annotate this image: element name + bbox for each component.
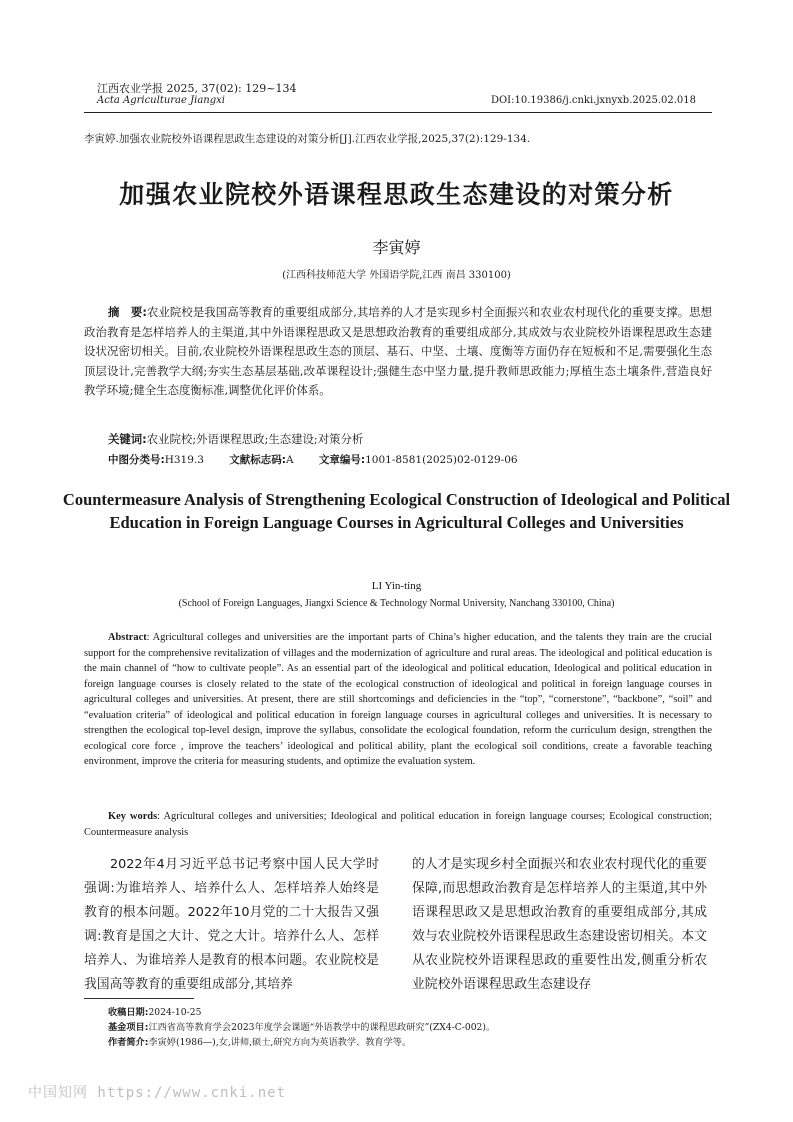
footnotes	[108, 1005, 712, 1050]
keywords-en	[84, 809, 712, 840]
cnki-watermark: 中国知网 https://www.cnki.net	[28, 1085, 287, 1101]
classification-line	[108, 452, 708, 467]
abstract-en-text: : Agricultural colleges and universities are the important parts of China’s higher education, and the talents they train are the crucial support for the comprehensive revitalization of villages and the modernization of agriculture and rural areas. The ideological and political education is the main channel of “how to cultivate people”. As an essential part of the ideological and political education, Ideological and political education in foreign language courses is closely related to the state of the ecological construction of ideological and political in foreign language courses in agricultural colleges and universities. At present, there are still shortcomings and deficiencies in the “top”, “cornerstone”, “backbone”, “soil” and “evaluation criteria” of ideological and political education in foreign language courses in agricultural colleges and universities. It is necessary to strengthen the ecological top-level design, improve the syllabus, consolidate the ecological foundation, reform the curriculum design, strengthen the ecological core force , improve the teachers’ ideological and political ability, plant the ecological soil conditions, create a favorable teaching environment, improve the criteria for measuring students, and optimize the evaluation system.	[84, 632, 712, 767]
footnote-author	[108, 1035, 712, 1050]
doc-code-label: 文献标志码:	[229, 454, 286, 466]
footnote-rule	[84, 998, 194, 999]
footnote-label: 收稿日期:	[108, 1007, 149, 1018]
doc-code-value: A	[285, 454, 294, 466]
abstract-en	[84, 630, 712, 770]
citation: 李寅婷.加强农业院校外语课程思政生态建设的对策分析[J].江西农业学报,2025,37(2):129-134.	[84, 133, 531, 145]
keywords-cn-label: 关键词:	[108, 432, 147, 446]
title-en: Countermeasure Analysis of Strengthening Ecological Construction of Ideological and Political Education in Foreign Language Courses in Agricultural Colleges and Universities	[62, 490, 731, 532]
keywords-cn	[108, 431, 708, 447]
footnote-funding	[108, 1020, 712, 1035]
keywords-en-text: : Agricultural colleges and universities; Ideological and political education in foreign language courses; Ecological construction; Countermeasure analysis	[84, 811, 712, 838]
abstract-en-label: Abstract	[108, 632, 147, 643]
abstract-cn-text: 农业院校是我国高等教育的重要组成部分,其培养的人才是实现乡村全面振兴和农业农村现代化的重要支撑。思想政治教育是怎样培养人的主渠道,其中外语课程思政又是思想政治教育的重要组成部分,其成效与农业院校外语课程思政生态建设状况密切相关。目前,农业院校外语课程思政生态的顶层、基石、中坚、土壤、度衡等方面仍存在短板和不足,需要强化生态顶层设计,完善教学大纲;夯实生态基层基础,改革课程设计;强健生态中坚力量,提升教师思政能力;厚植生态土壤条件,营造良好教学环境;健全生态度衡标准,调整优化评价体系。	[84, 305, 713, 397]
abstract-cn	[84, 303, 712, 401]
journal-name-cn: 江西农业学报 2025, 37(02): 129~134	[97, 82, 297, 95]
footnote-label: 基金项目:	[108, 1022, 149, 1033]
affiliation-en: (School of Foreign Languages, Jiangxi Science & Technology Normal University, Nanchang 330100, China)	[178, 598, 615, 609]
footnote-received	[108, 1005, 712, 1020]
body-column-left: 2022年4月习近平总书记考察中国人民大学时强调:为谁培养人、培养什么人、怎样培养人始终是教育的根本问题。2022年10月党的二十大报告又强调:教育是国之大计、党之大计。培养什么人、怎样培养人、为谁培养人是教育的根本问题。农业院校是我国高等教育的重要组成部分,其培养	[84, 857, 379, 992]
footnote-text: 李寅婷(1986—),女,讲师,硕士,研究方向为英语教学、教育学等。	[148, 1037, 412, 1048]
journal-name-en: Acta Agriculturae Jiangxi	[97, 95, 225, 106]
author-cn: 李寅婷	[372, 238, 421, 257]
clc-label: 中图分类号:	[108, 454, 165, 466]
article-number-label: 文章编号:	[318, 454, 366, 466]
footnote-text: 2024-10-25	[148, 1007, 202, 1018]
footnote-label: 作者简介:	[108, 1037, 149, 1048]
title-cn: 加强农业院校外语课程思政生态建设的对策分析	[119, 180, 674, 209]
keywords-cn-text: 农业院校;外语课程思政;生态建设;对策分析	[146, 432, 364, 446]
abstract-cn-label: 摘 要:	[108, 305, 147, 319]
clc-value: H319.3	[164, 454, 204, 466]
affiliation-cn: (江西科技师范大学 外国语学院,江西 南昌 330100)	[282, 270, 511, 281]
doi: DOI:10.19386/j.cnki.jxnyxb.2025.02.018	[490, 95, 696, 106]
body-column-right: 的人才是实现乡村全面振兴和农业农村现代化的重要保障,而思想政治教育是怎样培养人的主渠道,其中外语课程思政又是思想政治教育的重要组成部分,其成效与农业院校外语课程思政生态建设密切相关。本文从农业院校外语课程思政的重要性出发,侧重分析农业院校外语课程思政生态建设存	[412, 857, 707, 992]
header-rule	[84, 112, 712, 113]
article-number-value: 1001-8581(2025)02-0129-06	[365, 454, 518, 466]
keywords-en-label: Key words	[108, 811, 158, 822]
footnote-text: 江西省高等教育学会2023年度学会课题“外语教学中的课程思政研究”(ZX4-C-002)。	[148, 1022, 496, 1033]
author-en: LI Yin-ting	[371, 580, 422, 592]
